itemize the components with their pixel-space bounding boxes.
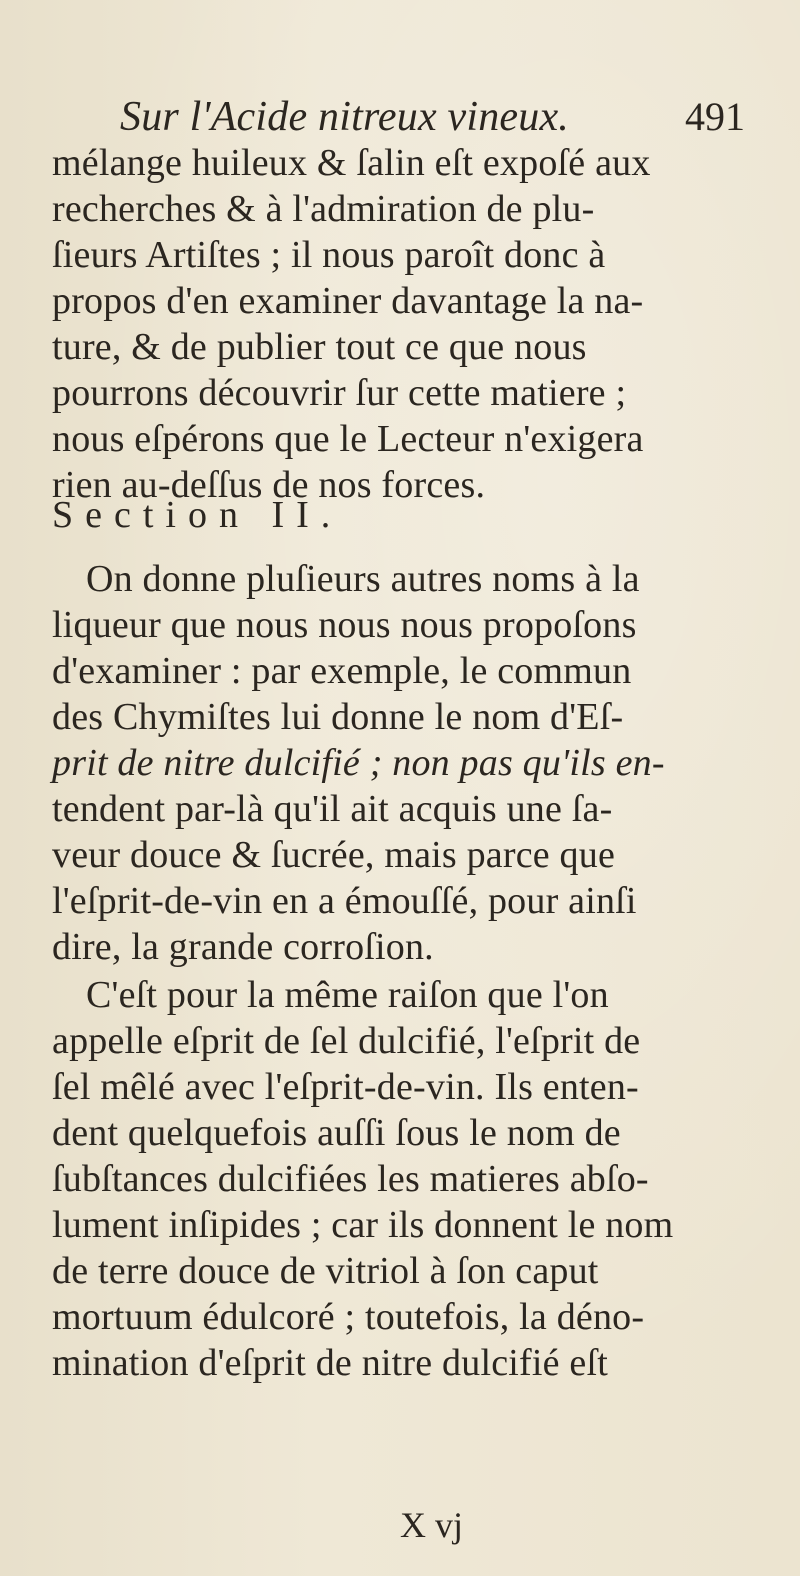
text-line: mination d'eſprit de nitre dulcifié eſt [52,1342,608,1384]
text-line: de terre douce de vitriol à ſon caput [52,1250,599,1292]
text-line: tendent par-là qu'il ait acquis une ſa- [52,788,613,830]
text-line: lument inſipides ; car ils donnent le nom [52,1204,674,1246]
text-line: ture, & de publier tout ce que nous [52,326,587,368]
text-line: On donne pluſieurs autres noms à la [86,558,640,600]
text-line: mélange huileux & ſalin eſt expoſé aux [52,142,651,184]
text-line: dent quelquefois auſſi ſous le nom de [52,1112,621,1154]
text-line: dire, la grande corroſion. [52,926,434,968]
text-line: C'eſt pour la même raiſon que l'on [86,974,609,1016]
text-line: d'examiner : par exemple, le commun [52,650,632,692]
signature-mark: X vj [400,1505,463,1545]
text-line: ſieurs Artiſtes ; il nous paroît donc à [52,234,606,276]
text-line: mortuum édulcoré ; toutefois, la déno- [52,1296,645,1338]
text-line: rien au-deſſus de nos forces. [52,464,486,506]
text-line: propos d'en examiner davantage la na- [52,280,644,322]
text-line: pourrons découvrir ſur cette matiere ; [52,372,627,414]
page-number: 491 [685,94,745,139]
running-head: Sur l'Acide nitreux vineux. [120,94,570,140]
text-line: des Chymiſtes lui donne le nom d'Eſ- [52,696,624,738]
text-line: l'eſprit-de-vin en a émouſſé, pour ainſi [52,880,637,922]
text-line: appelle eſprit de ſel dulcifié, l'eſprit de [52,1020,641,1062]
text-line: recherches & à l'admiration de plu- [52,188,595,230]
text-line: nous eſpérons que le Lecteur n'exigera [52,418,644,460]
text-line: ſubſtances dulcifiées les matieres abſo- [52,1158,649,1200]
text-line: prit de nitre dulcifié ; non pas qu'ils en- [52,742,665,784]
text-line: liqueur que nous nous nous propoſons [52,604,637,646]
page-header [0,92,800,142]
section-title: Section II. [52,494,343,536]
text-line: veur douce & ſucrée, mais parce que [52,834,616,876]
text-line: ſel mêlé avec l'eſprit-de-vin. Ils enten- [52,1066,639,1108]
